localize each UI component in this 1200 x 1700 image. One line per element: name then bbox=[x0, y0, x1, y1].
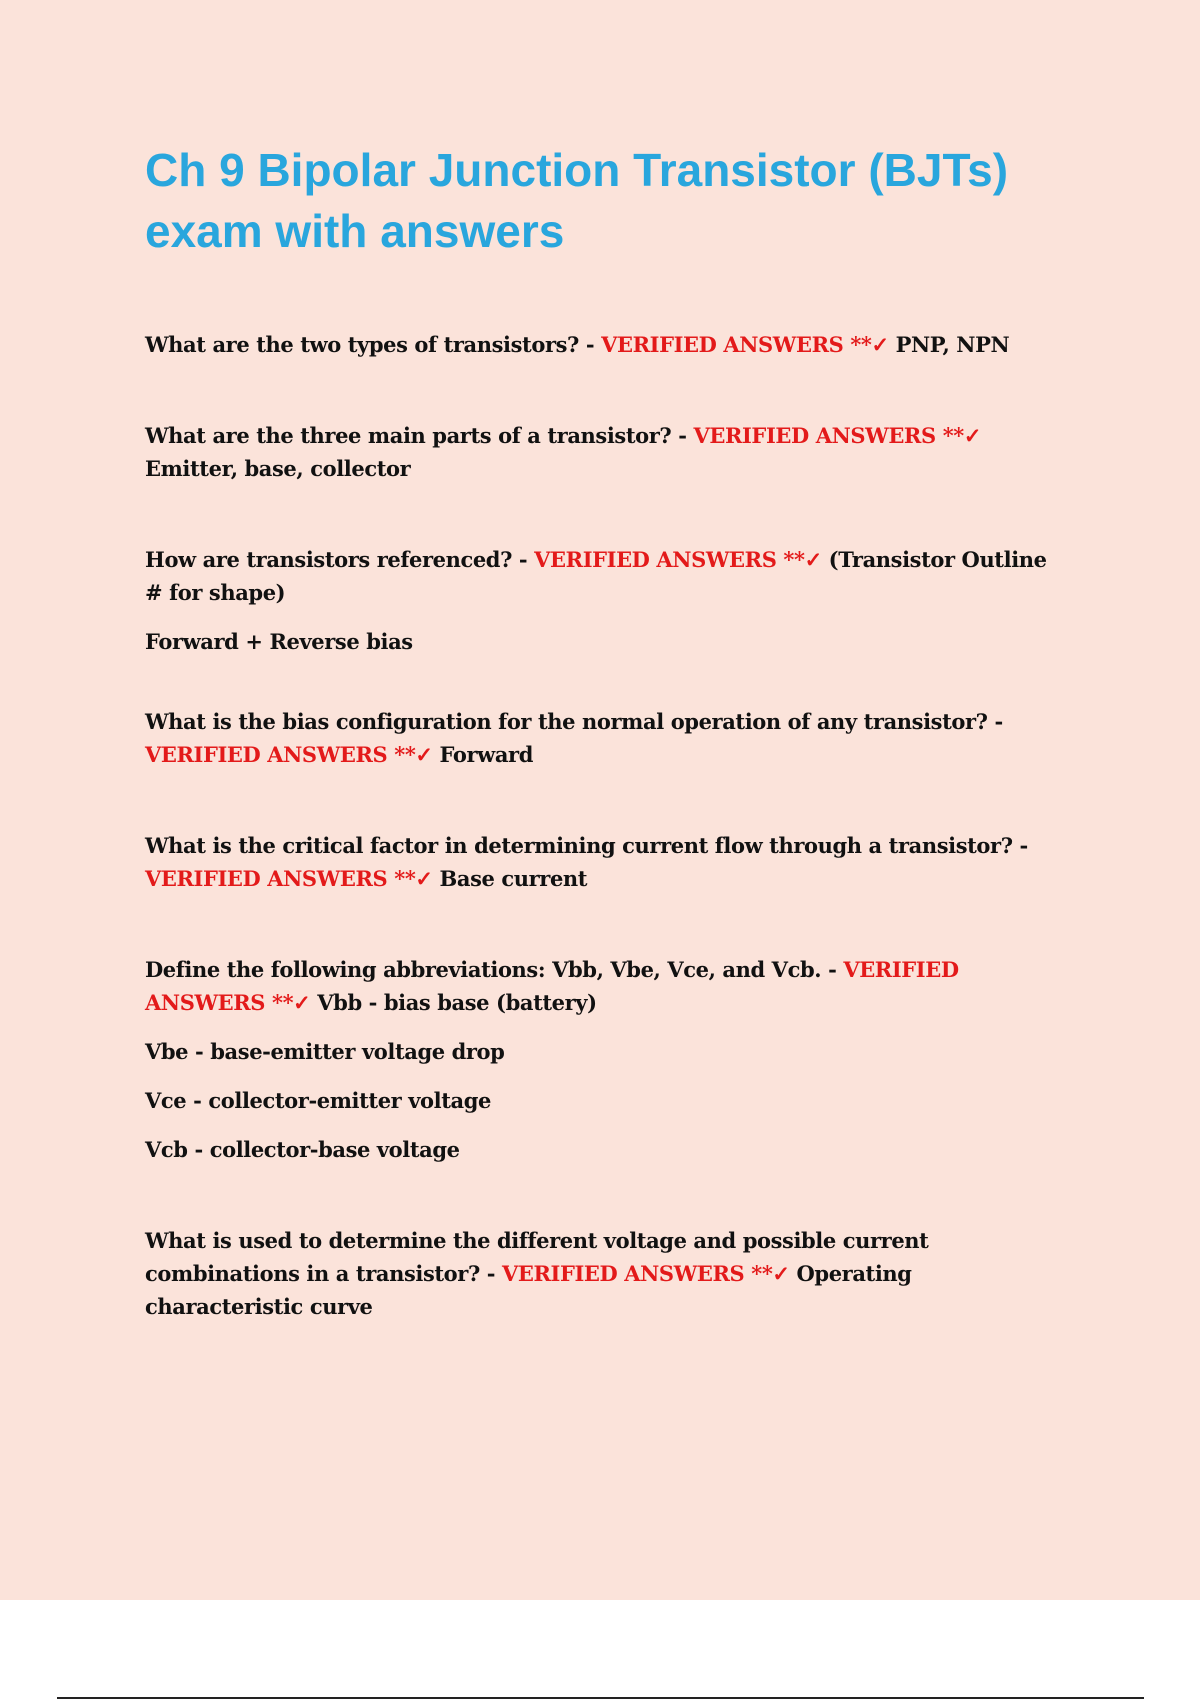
qa-question-line bbox=[145, 829, 1050, 895]
qa-item bbox=[145, 328, 1050, 361]
answer-text: PNP, NPN bbox=[895, 332, 1010, 357]
qa-item bbox=[145, 419, 1050, 485]
qa-question-line bbox=[145, 419, 1050, 485]
qa-question-line bbox=[145, 1224, 1050, 1323]
asterisks-mark: ** bbox=[942, 423, 964, 448]
asterisks-mark: ** bbox=[751, 1261, 773, 1286]
answer-text: Vbb - bias base (battery) bbox=[317, 990, 597, 1015]
answer-extra-line: Vbe - base-emitter voltage drop bbox=[145, 1039, 505, 1064]
asterisks-mark: ** bbox=[394, 742, 416, 767]
answer-extra-line: Vcb - collector-base voltage bbox=[145, 1137, 460, 1162]
question-text: What is used to determine the different voltage and possible current combinations in a transistor? - bbox=[145, 1228, 929, 1286]
answer-extra-line: Forward + Reverse bias bbox=[145, 629, 413, 654]
answer-text: Forward bbox=[439, 742, 533, 767]
answer-text: Base current bbox=[439, 866, 588, 891]
checkmark-icon: ✓ bbox=[871, 332, 896, 357]
asterisks-mark: ** bbox=[271, 990, 294, 1015]
checkmark-icon: ✓ bbox=[415, 866, 440, 891]
checkmark-icon: ✓ bbox=[804, 547, 829, 572]
asterisks-mark: ** bbox=[783, 547, 805, 572]
document-title: Ch 9 Bipolar Junction Transistor (BJTs) exam with answers bbox=[145, 144, 1009, 257]
checkmark-icon: ✓ bbox=[772, 1261, 797, 1286]
verified-answers-label: VERIFIED ANSWERS bbox=[693, 423, 936, 448]
qa-list bbox=[145, 328, 1050, 1323]
footer-divider bbox=[57, 1697, 1144, 1699]
question-text: What is the bias configuration for the normal operation of any transistor? - bbox=[145, 709, 1003, 734]
qa-question-line bbox=[145, 953, 1050, 1019]
question-text: What are the three main parts of a transistor? - bbox=[145, 423, 687, 448]
qa-item bbox=[145, 953, 1050, 1166]
question-text: What are the two types of transistors? - bbox=[145, 332, 595, 357]
answer-text: Operating characteristic curve bbox=[145, 1261, 912, 1319]
qa-question-line bbox=[145, 543, 1050, 609]
qa-item bbox=[145, 1224, 1050, 1323]
qa-item bbox=[145, 543, 1050, 658]
qa-item bbox=[145, 829, 1050, 895]
verified-answers-label: VERIFIED ANSWERS bbox=[145, 957, 959, 1015]
verified-answers-label: VERIFIED ANSWERS bbox=[502, 1261, 745, 1286]
checkmark-icon: ✓ bbox=[415, 742, 440, 767]
answer-text: (Transistor Outline # for shape) bbox=[145, 547, 1047, 605]
qa-item bbox=[145, 705, 1050, 771]
asterisks-mark: ** bbox=[394, 866, 416, 891]
question-text: What is the critical factor in determining current flow through a transistor? - bbox=[145, 833, 1028, 858]
verified-answers-label: VERIFIED ANSWERS bbox=[145, 742, 388, 767]
answer-text: Emitter, base, collector bbox=[145, 456, 411, 481]
verified-answers-label: VERIFIED ANSWERS bbox=[145, 866, 388, 891]
verified-answers-label: VERIFIED ANSWERS bbox=[534, 547, 777, 572]
checkmark-icon: ✓ bbox=[963, 423, 982, 448]
question-text: How are transistors referenced? - bbox=[145, 547, 528, 572]
checkmark-icon: ✓ bbox=[293, 990, 318, 1015]
qa-question-line bbox=[145, 705, 1050, 771]
question-text: Define the following abbreviations: Vbb, Vbe, Vce, and Vcb. - bbox=[145, 957, 837, 982]
asterisks-mark: ** bbox=[850, 332, 872, 357]
verified-answers-label: VERIFIED ANSWERS bbox=[601, 332, 844, 357]
answer-extra-line: Vce - collector-emitter voltage bbox=[145, 1088, 491, 1113]
qa-question-line bbox=[145, 328, 1050, 361]
